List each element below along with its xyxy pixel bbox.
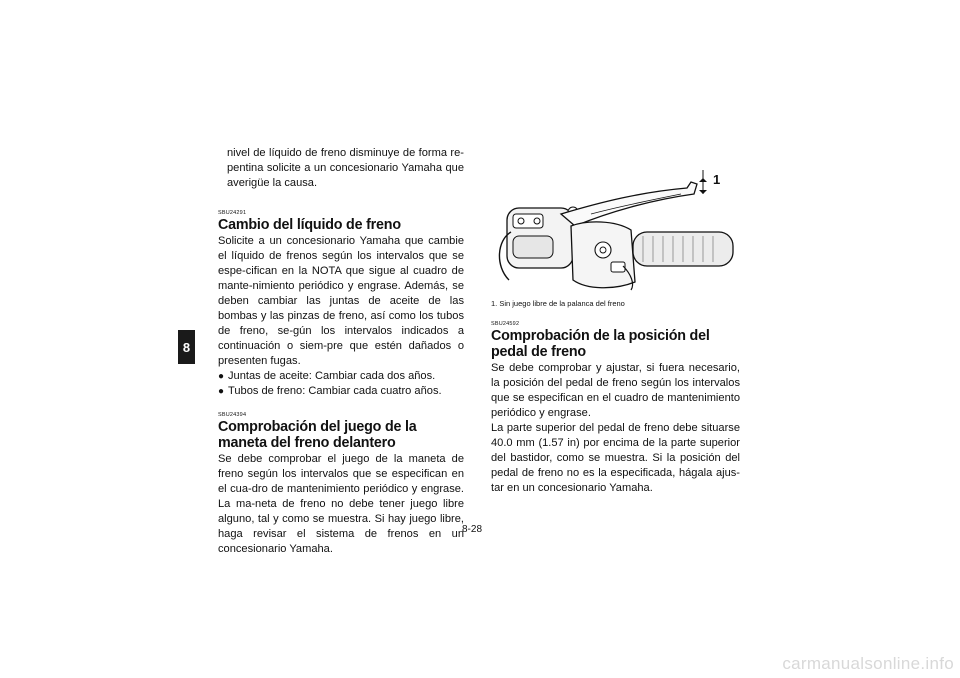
section-heading-brake-pedal: Comprobación de la posición del pedal de freno (491, 328, 710, 360)
bullet-item (218, 369, 464, 384)
brake-lever-figure (491, 170, 740, 295)
intro-paragraph: nivel de líquido de freno disminuye de forma re-pentina solicite a un concesionario Yamaha que averigüe la causa. (227, 147, 464, 189)
left-column (218, 146, 464, 557)
bullet-item (218, 384, 464, 399)
section-code: SBU24394 (218, 412, 247, 418)
brake-lever-illustration (491, 170, 740, 295)
right-column (491, 170, 740, 496)
bullet-icon: ● (218, 386, 225, 397)
brake-pedal-paragraph-2: La parte superior del pedal de freno debe situarse 40.0 mm (1.57 in) por encima de la parte superior del bastidor, como se muestra. Si la posición del pedal de freno no es la especificada, hágala ajus-tar en un concesionario Yamaha. (491, 422, 740, 494)
brake-lever-paragraph: Se debe comprobar el juego de la maneta de freno según los intervalos que se especifican en el cua-dro de mantenimiento periódico y engrase. La ma-neta de freno no debe tener juego libre alguno, tal y como se muestra. Si hay juego libre, haga revisar el sistema de frenos en un concesionario Yamaha. (218, 453, 464, 555)
section-code: SBU24592 (491, 321, 520, 327)
figure-caption: 1. Sin juego libre de la palanca del freno (491, 299, 625, 308)
bullet-text: Juntas de aceite: Cambiar cada dos años. (228, 370, 436, 382)
section-heading-brake-fluid: Cambio del líquido de freno (218, 217, 401, 233)
page-number: 8-28 (462, 524, 483, 535)
chapter-tab: 8 (178, 330, 195, 364)
bullet-icon: ● (218, 371, 225, 382)
bullet-text: Tubos de freno: Cambiar cada cuatro años. (228, 385, 442, 397)
section-code: SBU24291 (218, 210, 247, 216)
brake-pedal-paragraph-1: Se debe comprobar y ajustar, si fuera necesario, la posición del pedal de freno según los intervalos que se especifican en el cuadro de mantenimiento periódico y engrase. (491, 362, 740, 419)
figure-callout-number: 1 (713, 172, 721, 187)
watermark: carmanualsonline.info (782, 654, 954, 673)
section-heading-brake-lever: Comprobación del juego de la maneta del freno delantero (218, 419, 417, 451)
brake-fluid-paragraph: Solicite a un concesionario Yamaha que cambie el líquido de frenos según los intervalos que se espe-cifican en la NOTA que sigue al cuadro de mante-nimiento periódico y engrase. Además, se deben cambiar las juntas de aceite de las bombas y las pinzas de freno, así como los tubos de freno, se-gún los intervalos indicados a continuación o siem-pre que estén dañados o presenten fugas. (218, 235, 464, 367)
